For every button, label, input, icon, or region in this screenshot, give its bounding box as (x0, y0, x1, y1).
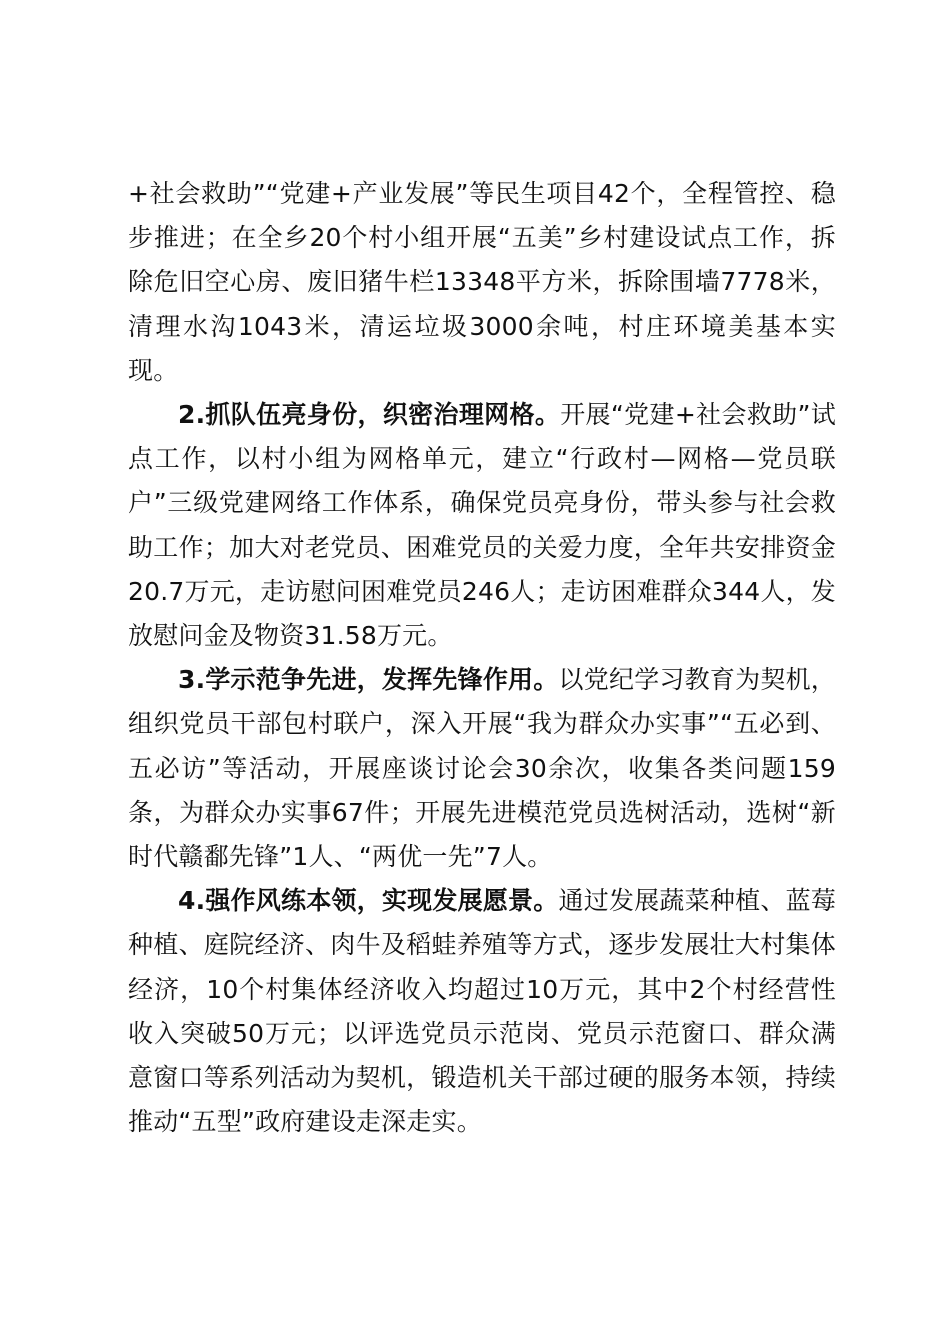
paragraph-4-heading: 4.强作风练本领，实现发展愿景。 (178, 886, 559, 916)
paragraph-3-text: 以党纪学习教育为契机，组织党员干部包村联户，深入开展“我为群众办实事”“五必到、五必访”等活动，开展座谈讨论会30余次，收集各类问题159条，为群众办实事67件；开展先进模范党员选树活动，选树“新时代赣鄱先锋”1人、“两优一先”7人。 (128, 665, 836, 872)
paragraph-4-text: 通过发展蔬菜种植、蓝莓种植、庭院经济、肉牛及稻蛙养殖等方式，逐步发展壮大村集体经济，10个村集体经济收入均超过10万元，其中2个村经营性收入突破50万元；以评选党员示范岗、党员示范窗口、群众满意窗口等系列活动为契机，锻造机关干部过硬的服务本领，持续推动“五型”政府建设走深走实。 (128, 886, 836, 1137)
paragraph-1 (128, 172, 836, 393)
paragraph-2-heading: 2.抓队伍亮身份，织密治理网格。 (178, 400, 561, 430)
paragraph-3-heading: 3.学示范争先进，发挥先锋作用。 (178, 665, 559, 695)
paragraph-2 (128, 393, 836, 658)
paragraph-1-text: +社会救助”“党建+产业发展”等民生项目42个，全程管控、稳步推进；在全乡20个村小组开展“五美”乡村建设试点工作，拆除危旧空心房、废旧猪牛栏13348平方米，拆除围墙7778米，清理水沟1043米，清运垃圾3000余吨，村庄环境美基本实现。 (128, 179, 836, 385)
paragraph-4 (128, 879, 836, 1144)
paragraph-3 (128, 658, 836, 879)
document-body (128, 172, 836, 1144)
paragraph-2-text: 开展“党建+社会救助”试点工作，以村小组为网格单元，建立“行政村—网格—党员联户”三级党建网络工作体系，确保党员亮身份，带头参与社会救助工作；加大对老党员、困难党员的关爱力度，全年共安排资金20.7万元，走访慰问困难党员246人；走访困难群众344人，发放慰问金及物资31.58万元。 (128, 400, 836, 651)
